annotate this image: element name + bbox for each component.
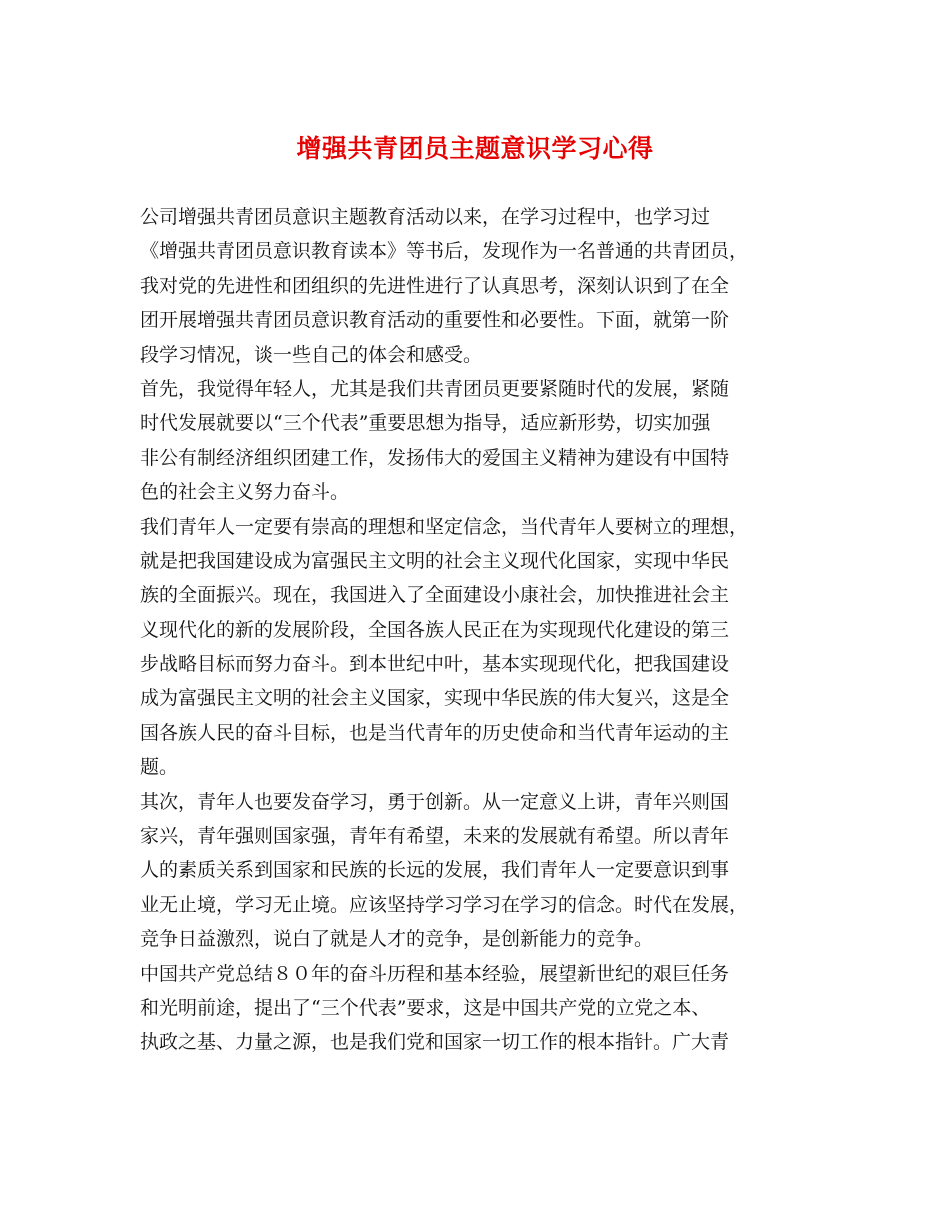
text-line: 族的全面振兴。现在，我国进入了全面建设小康社会，加快推进社会主 xyxy=(140,584,730,607)
text-line: 时代发展就要以“三个代表”重要思想为指导，适应新形势，切实加强 xyxy=(140,412,711,435)
text-line: 家兴，青年强则国家强，青年有希望，未来的发展就有希望。所以青年 xyxy=(140,825,730,848)
text-line: 业无止境，学习无止境。应该坚持学习学习在学习的信念。时代在发展， xyxy=(140,893,749,916)
text-line: 人的素质关系到国家和民族的长远的发展，我们青年人一定要意识到事 xyxy=(140,859,730,882)
text-line: 公司增强共青团员意识主题教育活动以来，在学习过程中，也学习过 xyxy=(140,206,711,228)
text-line: 段学习情况，谈一些自己的体会和感受。 xyxy=(140,343,483,366)
text-line: 就是把我国建设成为富强民主文明的社会主义现代化国家，实现中华民 xyxy=(140,549,730,572)
text-line: 步战略目标而努力奋斗。到本世纪中叶，基本实现现代化，把我国建设 xyxy=(140,653,730,676)
text-line: 成为富强民主文明的社会主义国家，实现中华民族的伟大复兴，这是全 xyxy=(140,687,730,710)
text-line: 义现代化的新的发展阶段，全国各族人民正在为实现现代化建设的第三 xyxy=(140,618,730,641)
text-line: 竞争日益激烈，说白了就是人才的竞争，是创新能力的竞争。 xyxy=(140,928,654,951)
text-line: 执政之基、力量之源，也是我们党和国家一切工作的根本指针。广大青 xyxy=(140,1031,730,1054)
text-line: 和光明前途，提出了“三个代表”要求，这是中国共产党的立党之本、 xyxy=(140,996,711,1019)
text-line: 我对党的先进性和团组织的先进性进行了认真思考，深刻认识到了在全 xyxy=(140,274,730,297)
text-line: 题。 xyxy=(140,756,179,779)
text-line: 首先，我觉得年轻人，尤其是我们共青团员更要紧随时代的发展，紧随 xyxy=(140,377,730,400)
text-line: 其次，青年人也要发奋学习，勇于创新。从一定意义上讲，青年兴则国 xyxy=(140,790,730,813)
text-line: 中国共产党总结８０年的奋斗历程和基本经验，展望新世纪的艰巨任务 xyxy=(140,962,730,985)
text-line: 非公有制经济组织团建工作，发扬伟大的爱国主义精神为建设有中国特 xyxy=(140,446,730,469)
text-line: 色的社会主义努力奋斗。 xyxy=(140,481,350,504)
text-line: 国各族人民的奋斗目标，也是当代青年的历史使命和当代青年运动的主 xyxy=(140,721,730,744)
document-body xyxy=(140,200,812,1060)
document-title: 增强共青团员主题意识学习心得 xyxy=(296,134,654,163)
text-line: 团开展增强共青团员意识教育活动的重要性和必要性。下面，就第一阶 xyxy=(140,309,730,332)
text-line: 《增强共青团员意识教育读本》等书后，发现作为一名普通的共青团员， xyxy=(140,240,749,263)
text-line: 我们青年人一定要有崇高的理想和坚定信念，当代青年人要树立的理想， xyxy=(140,515,749,538)
